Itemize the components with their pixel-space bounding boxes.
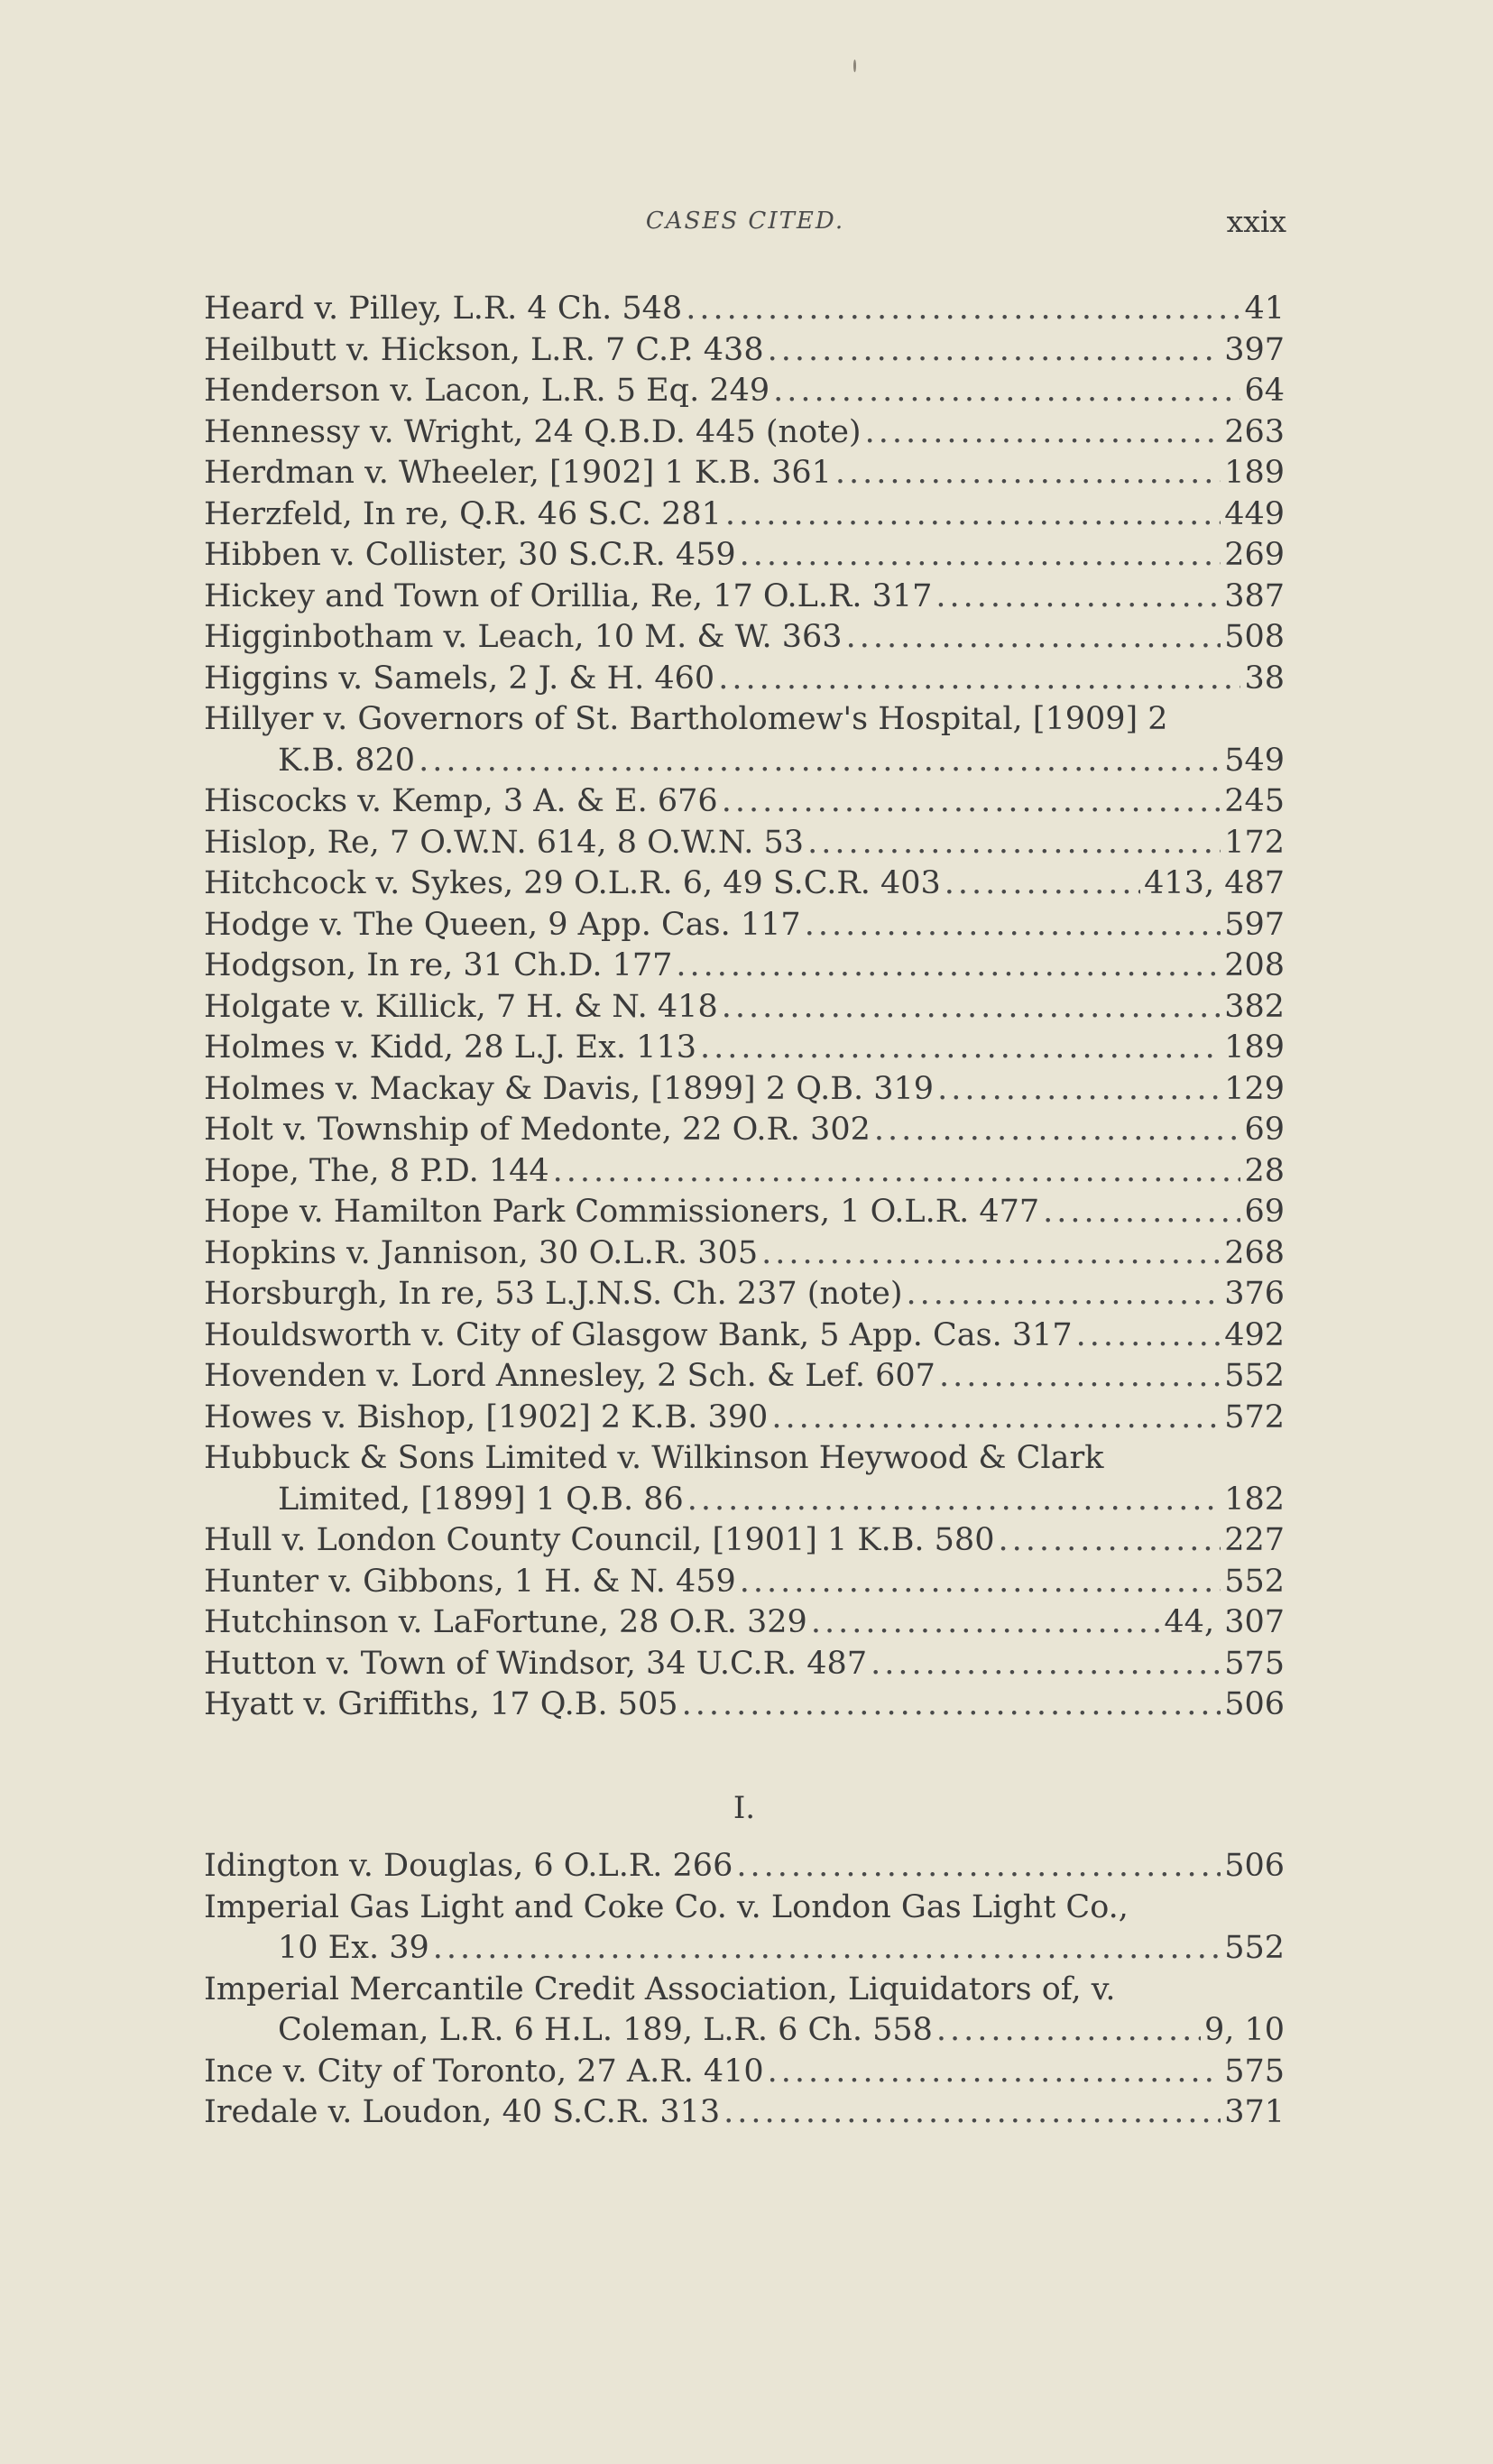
- case-name: Hibben v. Collister, 30 S.C.R. 459: [204, 537, 736, 573]
- case-entry: [204, 577, 1285, 618]
- case-page-ref: 245: [1224, 783, 1285, 819]
- case-name: Heard v. Pilley, L.R. 4 Ch. 548: [204, 291, 683, 327]
- case-page-ref: 492: [1224, 1316, 1285, 1353]
- dot-leader: [682, 1684, 1221, 1726]
- case-entry: [204, 781, 1285, 823]
- case-page-ref: 269: [1224, 537, 1285, 573]
- dot-leader: [687, 1480, 1221, 1521]
- case-page-ref: 44, 307: [1164, 1604, 1285, 1640]
- dot-leader: [736, 1846, 1221, 1887]
- case-name: Hyatt v. Griffiths, 17 Q.B. 505: [204, 1686, 678, 1722]
- case-entry: [204, 1233, 1285, 1275]
- case-page-ref: 572: [1224, 1398, 1285, 1435]
- case-page-ref: 189: [1224, 1029, 1285, 1066]
- case-page-ref: 69: [1244, 1194, 1285, 1230]
- case-entry: [204, 1887, 1285, 1929]
- dot-leader: [768, 330, 1221, 372]
- dot-leader: [907, 1274, 1221, 1315]
- case-entry: [204, 1151, 1285, 1193]
- case-entry: [204, 2092, 1285, 2134]
- dot-leader: [835, 453, 1221, 494]
- case-name: Higgins v. Samels, 2 J. & H. 460: [204, 660, 715, 697]
- case-name: Hutchinson v. LaFortune, 28 O.R. 329: [204, 1604, 807, 1640]
- case-page-ref: 387: [1224, 577, 1285, 614]
- case-entry: [204, 905, 1285, 946]
- dot-leader: [945, 863, 1140, 905]
- case-name: Howes v. Bishop, [1902] 2 K.B. 390: [204, 1398, 769, 1435]
- case-entry: [204, 330, 1285, 372]
- dot-leader: [740, 535, 1221, 577]
- case-name: Iredale v. Loudon, 40 S.C.R. 313: [204, 2094, 721, 2130]
- dot-leader: [846, 617, 1221, 659]
- case-name: Hovenden v. Lord Annesley, 2 Sch. & Lef. 607: [204, 1358, 935, 1394]
- case-entry: [204, 699, 1285, 741]
- dot-leader: [676, 946, 1221, 987]
- case-entry: [204, 1069, 1285, 1111]
- case-page-ref: 189: [1224, 455, 1285, 491]
- case-entry: [204, 617, 1285, 659]
- case-name: Hickey and Town of Orillia, Re, 17 O.L.R. 317: [204, 577, 933, 614]
- case-name: Hope, The, 8 P.D. 144: [204, 1152, 549, 1189]
- dot-leader: [811, 1602, 1161, 1644]
- case-entry: [204, 2010, 1285, 2052]
- dot-leader: [939, 1356, 1221, 1398]
- dot-leader: [723, 2092, 1221, 2134]
- case-entry: [204, 371, 1285, 412]
- case-page-ref: 397: [1224, 331, 1285, 368]
- case-name: Hitchcock v. Sykes, 29 O.L.R. 6, 49 S.C.R. 403: [204, 865, 941, 901]
- case-page-ref: 508: [1224, 619, 1285, 655]
- case-page-ref: 208: [1224, 947, 1285, 983]
- case-name: Herdman v. Wheeler, [1902] 1 K.B. 361: [204, 455, 832, 491]
- case-entry: [204, 823, 1285, 864]
- case-entry: [204, 1438, 1285, 1480]
- case-entry: [204, 1028, 1285, 1069]
- dot-leader: [722, 781, 1221, 823]
- dot-leader: [936, 2010, 1201, 2052]
- case-page-ref: 552: [1224, 1358, 1285, 1394]
- running-title: CASES CITED.: [645, 208, 845, 235]
- case-entry: [204, 412, 1285, 454]
- case-name: Hennessy v. Wright, 24 Q.B.D. 445 (note): [204, 413, 862, 450]
- case-entry: [204, 1846, 1285, 1887]
- dot-leader: [686, 289, 1240, 330]
- case-page-ref: 129: [1224, 1070, 1285, 1107]
- case-name: Limited, [1899] 1 Q.B. 86: [278, 1481, 684, 1518]
- dot-leader: [773, 371, 1240, 412]
- case-name: Hopkins v. Jannison, 30 O.L.R. 305: [204, 1234, 759, 1271]
- dot-leader: [768, 2052, 1221, 2093]
- page-speck: [853, 60, 856, 72]
- cases-list-h: [204, 289, 1285, 1726]
- case-name: Higginbotham v. Leach, 10 M. & W. 363: [204, 619, 843, 655]
- case-entry: [204, 987, 1285, 1029]
- dot-leader: [807, 823, 1221, 864]
- section-heading-i: I.: [733, 1790, 756, 1826]
- case-name: Hislop, Re, 7 O.W.N. 614, 8 O.W.N. 53: [204, 824, 805, 861]
- case-page-ref: 552: [1224, 1930, 1285, 1966]
- dot-leader: [1076, 1315, 1221, 1357]
- case-name: Ince v. City of Toronto, 27 A.R. 410: [204, 2053, 764, 2090]
- case-page-ref: 227: [1224, 1522, 1285, 1558]
- case-name: Houldsworth v. City of Glasgow Bank, 5 App. Cas. 317: [204, 1316, 1073, 1353]
- dot-leader: [761, 1233, 1221, 1275]
- case-entry: [204, 1480, 1285, 1521]
- dot-leader: [725, 494, 1221, 536]
- case-page-ref: 552: [1224, 1563, 1285, 1600]
- case-name: Hull v. London County Council, [1901] 1 K.B. 580: [204, 1522, 995, 1558]
- case-name: Hunter v. Gibbons, 1 H. & N. 459: [204, 1563, 736, 1600]
- case-entry: [204, 1644, 1285, 1685]
- case-page-ref: 506: [1224, 1848, 1285, 1884]
- case-page-ref: 575: [1224, 1645, 1285, 1682]
- dot-leader: [1043, 1192, 1240, 1233]
- case-page-ref: 449: [1224, 495, 1285, 532]
- dot-leader: [700, 1028, 1221, 1069]
- case-entry: [204, 863, 1285, 905]
- case-name: Holgate v. Killick, 7 H. & N. 418: [204, 988, 718, 1025]
- case-entry: [204, 1970, 1285, 2011]
- case-name: Hillyer v. Governors of St. Bartholomew's Hospital, [1909] 2: [204, 701, 1168, 737]
- dot-leader: [937, 1069, 1221, 1111]
- case-page-ref: 382: [1224, 988, 1285, 1025]
- case-entry: [204, 1315, 1285, 1357]
- case-page-ref: 69: [1244, 1112, 1285, 1148]
- case-page-ref: 597: [1224, 906, 1285, 943]
- case-name: Idington v. Douglas, 6 O.L.R. 266: [204, 1848, 733, 1884]
- dot-leader: [433, 1928, 1221, 1970]
- case-page-ref: 9, 10: [1203, 2012, 1285, 2048]
- case-name: K.B. 820: [278, 742, 416, 779]
- dot-leader: [805, 905, 1221, 946]
- case-page-ref: 172: [1224, 824, 1285, 861]
- case-page-ref: 549: [1224, 742, 1285, 779]
- case-name: Imperial Gas Light and Coke Co. v. London Gas Light Co.,: [204, 1888, 1129, 1925]
- dot-leader: [874, 1110, 1241, 1151]
- dot-leader: [553, 1151, 1241, 1193]
- case-page-ref: 413, 487: [1144, 865, 1285, 901]
- case-entry: [204, 1192, 1285, 1233]
- case-entry: [204, 659, 1285, 700]
- case-name: Hiscocks v. Kemp, 3 A. & E. 676: [204, 783, 718, 819]
- case-entry: [204, 1274, 1285, 1315]
- page-header: [204, 204, 1286, 249]
- dot-leader: [718, 659, 1240, 700]
- case-page-ref: 263: [1224, 413, 1285, 450]
- case-page-ref: 575: [1224, 2053, 1285, 2090]
- dot-leader: [722, 987, 1221, 1029]
- case-entry: [204, 289, 1285, 330]
- case-entry: [204, 1928, 1285, 1970]
- page-number: xxix: [1226, 204, 1286, 239]
- case-entry: [204, 1602, 1285, 1644]
- case-name: Holmes v. Mackay & Davis, [1899] 2 Q.B. 319: [204, 1070, 935, 1107]
- case-entry: [204, 2052, 1285, 2093]
- case-entry: [204, 535, 1285, 577]
- case-page-ref: 41: [1244, 291, 1285, 327]
- case-name: Hodgson, In re, 31 Ch.D. 177: [204, 947, 673, 983]
- case-entry: [204, 946, 1285, 987]
- case-name: Henderson v. Lacon, L.R. 5 Eq. 249: [204, 373, 770, 409]
- case-name: Herzfeld, In re, Q.R. 46 S.C. 281: [204, 495, 722, 532]
- case-name: Coleman, L.R. 6 H.L. 189, L.R. 6 Ch. 558: [278, 2012, 933, 2048]
- dot-leader: [740, 1562, 1221, 1603]
- case-page-ref: 28: [1244, 1152, 1285, 1189]
- case-page-ref: 371: [1224, 2094, 1285, 2130]
- case-name: Hodge v. The Queen, 9 App. Cas. 117: [204, 906, 801, 943]
- case-entry: [204, 494, 1285, 536]
- case-page-ref: 64: [1244, 373, 1285, 409]
- case-name: Horsburgh, In re, 53 L.J.N.S. Ch. 237 (note): [204, 1276, 903, 1312]
- case-name: Holt v. Township of Medonte, 22 O.R. 302: [204, 1112, 871, 1148]
- dot-leader: [998, 1520, 1221, 1562]
- case-entry: [204, 1562, 1285, 1603]
- case-entry: [204, 1356, 1285, 1398]
- dot-leader: [419, 741, 1221, 782]
- case-page-ref: 38: [1244, 660, 1285, 697]
- case-page-ref: 506: [1224, 1686, 1285, 1722]
- dot-leader: [935, 577, 1221, 618]
- case-entry: [204, 453, 1285, 494]
- case-entry: [204, 1110, 1285, 1151]
- case-name: Hutton v. Town of Windsor, 34 U.C.R. 487: [204, 1645, 868, 1682]
- case-name: 10 Ex. 39: [278, 1930, 429, 1966]
- case-entry: [204, 741, 1285, 782]
- case-name: Imperial Mercantile Credit Association, Liquidators of, v.: [204, 1970, 1116, 2007]
- case-name: Holmes v. Kidd, 28 L.J. Ex. 113: [204, 1029, 696, 1066]
- case-name: Hubbuck & Sons Limited v. Wilkinson Heywood & Clark: [204, 1440, 1104, 1476]
- case-entry: [204, 1398, 1285, 1439]
- case-entry: [204, 1684, 1285, 1726]
- case-page-ref: 268: [1224, 1234, 1285, 1271]
- cases-list-i: [204, 1846, 1285, 2134]
- case-page-ref: 182: [1224, 1481, 1285, 1518]
- dot-leader: [865, 412, 1221, 454]
- case-name: Heilbutt v. Hickson, L.R. 7 C.P. 438: [204, 331, 764, 368]
- case-entry: [204, 1520, 1285, 1562]
- case-page-ref: 376: [1224, 1276, 1285, 1312]
- case-name: Hope v. Hamilton Park Commissioners, 1 O.L.R. 477: [204, 1194, 1040, 1230]
- dot-leader: [771, 1398, 1221, 1439]
- dot-leader: [871, 1644, 1221, 1685]
